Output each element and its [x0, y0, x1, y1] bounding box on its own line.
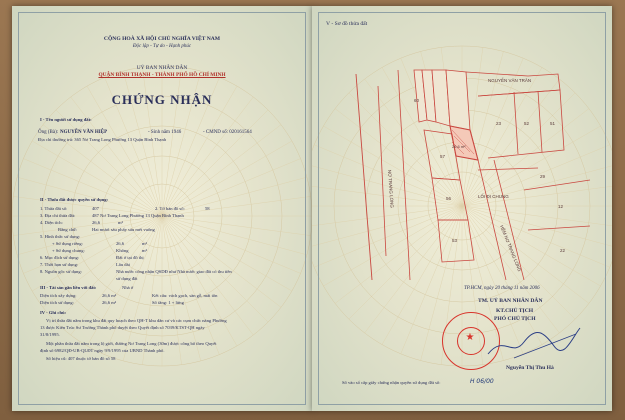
signing-title-1: KT.CHỦ TỊCH — [496, 308, 534, 314]
area-value: 26,6 — [92, 220, 101, 225]
shared-use-unit: m² — [142, 248, 147, 253]
registry-label: Số vào sổ cấp giấy chứng nhận quyền sử dụng đất số: — [342, 380, 441, 385]
map-label-street: NƠ TRANG LONG — [387, 169, 395, 209]
section-3-heading: III - Tài sản gắn liền với đất: — [40, 285, 97, 290]
area-unit: m² — [118, 220, 123, 225]
owner-id: - CMND số: 020161564 — [203, 130, 252, 135]
note-line: định số 6982/QĐ-UB-QLĐT ngày 9/9/1995 của UBND Thành phố. — [40, 348, 165, 353]
map-lot-number: 12 — [558, 204, 564, 209]
usage-form-label: 5. Hình thức sử dụng: — [40, 234, 81, 239]
section-5-heading: V - Sơ đồ thửa đất — [326, 21, 368, 27]
official-seal-icon: ★ — [442, 312, 500, 370]
private-use-unit: m² — [142, 241, 147, 246]
owner-prefix: Ông (Bà): — [38, 130, 59, 135]
certificate-right-page — [312, 6, 612, 411]
map-lot-number: 52 — [524, 121, 530, 126]
origin-value: Nhà nước công nhận QSDĐ như Nhà nước giao đất có thu tiền — [116, 269, 232, 274]
certificate-title: CHỨNG NHẬN — [111, 92, 213, 107]
parcel-number-label: 1. Thửa đất số: — [40, 206, 68, 211]
map-label-neighbor: NGUYỄN VĂN TRÂN — [488, 78, 532, 83]
area-label: 4. Diện tích: — [40, 220, 63, 225]
area-words-value: Hai mươi sáu phẩy sáu mét vuông — [92, 227, 155, 232]
used-area-label: Diện tích sử dụng: — [40, 300, 75, 305]
registry-number: H 06/00 — [470, 378, 494, 385]
signing-organization: TM. UỶ BAN NHÂN DÂN — [478, 298, 543, 304]
map-label-common-path: LỐI ĐI CHUNG — [478, 194, 509, 199]
signing-title-2: PHÓ CHỦ TỊCH — [494, 316, 536, 322]
issue-date: TP.HCM, ngày 20 tháng 11 năm 2006 — [464, 286, 540, 291]
motto: Độc lập - Tự do - Hạnh phúc — [132, 44, 192, 49]
district-heading: QUẬN BÌNH THẠNH - THÀNH PHỐ HỒ CHÍ MINH — [98, 72, 226, 78]
map-lot-number: 51 — [550, 121, 556, 126]
shared-use-label: + Sử dụng chung: — [52, 248, 85, 253]
owner-birth: - Sinh năm 1946 — [148, 130, 182, 135]
purpose-value: Đất ở tại đô thị — [116, 255, 144, 260]
term-value: Lâu dài — [116, 262, 130, 267]
built-area-label: Diện tích xây dựng: — [40, 293, 77, 298]
council-heading: UỶ BAN NHÂN DÂN — [136, 65, 188, 71]
section-1-heading: I - Tên người sử dụng đất: — [40, 117, 92, 122]
built-area-value: 26,6 m² — [102, 293, 117, 298]
section-4-heading: IV - Ghi chú: — [40, 310, 67, 315]
map-lot-number: 53 — [452, 238, 458, 243]
map-lot-number: 57 — [440, 154, 446, 159]
purpose-label: 6. Mục đích sử dụng: — [40, 255, 80, 260]
asset-value: Nhà ở — [122, 285, 134, 290]
origin-label: 8. Nguồn gốc sử dụng: — [40, 269, 82, 274]
structure-text: Kết cấu: vách gạch, sàn gỗ, mái tôn — [152, 293, 218, 298]
shared-use-value: Không — [116, 248, 129, 253]
parcel-address-value: 487 Nơ Trang Long Phường 13 Quận Bình Thạnh — [92, 213, 184, 218]
note-line: Vị trí thửa đất nằm trong khu đất quy hoạch theo QH-T khu dân cư và các cụm chức năng Phường — [46, 318, 227, 323]
parcel-number-value: 407 — [92, 206, 99, 211]
private-use-value: 26,6 — [116, 241, 125, 246]
area-words-label: Bằng chữ: — [58, 227, 77, 232]
note-line: Số hiệu cũ: 407 thuộc tờ bản đồ số 58 — [46, 356, 116, 361]
map-sheet-value: 58 — [205, 206, 210, 211]
parcel-address-label: 3. Địa chỉ thửa đất: — [40, 213, 76, 218]
map-label-alley: HẺM NƠ TRANG LONG — [499, 224, 523, 273]
levels-text: Số tầng: 1 + lửng — [152, 300, 184, 305]
signer-name: Nguyễn Thị Thu Hà — [506, 365, 554, 371]
nation-heading: CỘNG HOÀ XÃ HỘI CHỦ NGHĨA VIỆT NAM — [103, 36, 221, 42]
used-area-value: 26,6 m² — [102, 300, 117, 305]
map-lot-number: 56 — [446, 196, 452, 201]
map-lot-number: 60 — [414, 98, 420, 103]
note-line: 13 được Kiến Trúc Sư Trưởng Thành phố duyệt theo Quyết định số 7039/KTST-QH ngày — [40, 325, 205, 330]
note-line: Một phần thửa đất nằm trong lộ giới, đường Nơ Trang Long (30m) được công bố theo Quyết — [46, 341, 217, 346]
owner-address: Địa chỉ thường trú: 365 Nơ Trang Long Phường 13 Quận Bình Thạnh — [38, 137, 167, 142]
map-sheet-label: 2. Tờ bản đồ số: — [155, 206, 185, 211]
origin-value-continued: sử dụng đất — [116, 276, 138, 281]
signature-icon — [484, 324, 584, 364]
owner-name: NGUYỄN VĂN HIỆP — [60, 130, 108, 135]
map-label-area: 26,6 m² — [452, 144, 466, 149]
certificate-left-page — [12, 6, 313, 411]
private-use-label: + Sử dụng riêng: — [52, 241, 83, 246]
map-lot-number: 22 — [560, 248, 566, 253]
map-lot-number: 29 — [540, 174, 546, 179]
section-2-heading: II - Thửa đất được quyền sử dụng: — [40, 197, 109, 202]
term-label: 7. Thời hạn sử dụng: — [40, 262, 79, 267]
map-lot-number: 23 — [496, 121, 502, 126]
note-line: 31/8/1995. — [40, 332, 60, 337]
parcel-map — [328, 30, 598, 280]
